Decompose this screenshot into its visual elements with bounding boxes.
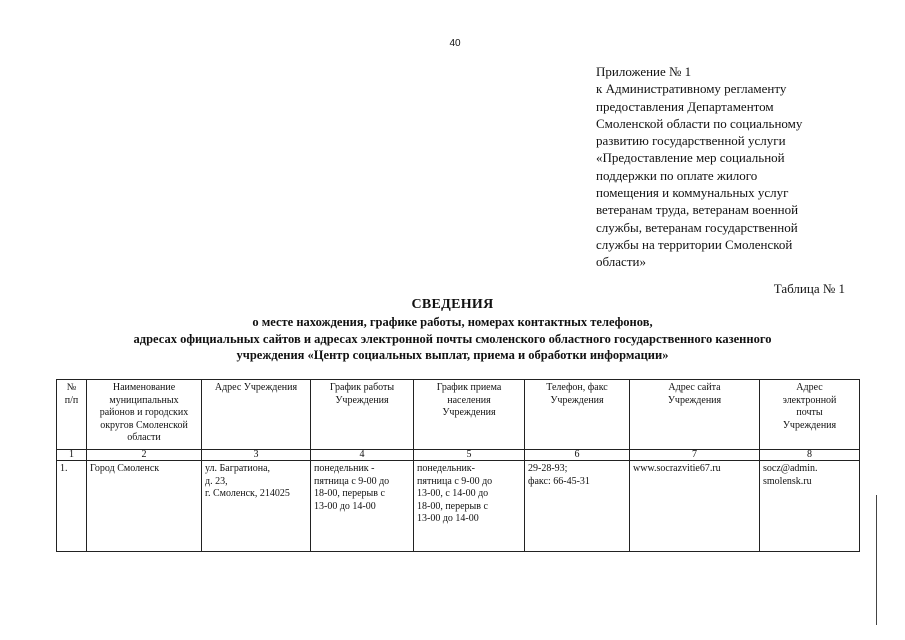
header-text: Телефон, факс — [546, 382, 608, 393]
header-cell-work-schedule — [311, 380, 414, 450]
cell-text: 18-00, перерыв с — [417, 500, 488, 512]
header-cell-phone — [525, 380, 630, 450]
header-text: Учреждения — [782, 419, 837, 431]
cell-text: socz@admin. — [763, 463, 818, 474]
cell-text: 18-00, перерыв с — [314, 488, 385, 499]
header-text: Адрес сайта — [668, 382, 721, 393]
cell-text: 29-28-93; — [528, 463, 568, 474]
header-text: № — [66, 382, 77, 393]
header-text: районов и городских — [99, 407, 189, 418]
subtitle-line: адресах официальных сайтов и адресах электронной почты смоленского областного государственного казенного — [133, 331, 772, 346]
cell-text: ул. Багратиона, — [205, 463, 271, 474]
cell-text: д. 23, — [205, 475, 228, 487]
cell-text: понедельник- — [417, 463, 475, 474]
table-label: Таблица № 1 — [773, 281, 845, 296]
cell-text: www.socrazvitie67.ru — [633, 463, 721, 474]
subtitle-line: о месте нахождения, графике работы, номерах контактных телефонов, — [252, 315, 653, 329]
cell-text: факс: 66-45-31 — [528, 475, 590, 487]
header-text: муниципальных — [109, 394, 179, 406]
appendix-block — [596, 63, 866, 271]
column-number: 1 — [57, 450, 87, 461]
header-cell-email — [760, 380, 860, 450]
column-number: 5 — [414, 450, 525, 461]
header-text: п/п — [64, 394, 79, 406]
appendix-line: Приложение № 1 — [596, 64, 692, 79]
header-text: Адрес Учреждения — [214, 382, 298, 393]
cell-text: smolensk.ru — [763, 475, 812, 487]
appendix-line: Смоленской области по социальному — [596, 115, 803, 131]
appendix-line: службы, ветеранам государственной — [596, 219, 798, 235]
column-number: 3 — [202, 450, 311, 461]
header-text: почты — [796, 407, 823, 418]
appendix-line: к Административному регламенту — [596, 81, 787, 97]
header-text: населения — [447, 394, 491, 406]
cell-text: 13-00 до 14-00 — [417, 513, 479, 524]
work-schedule-cell — [311, 461, 414, 552]
cell-text: пятница с 9-00 до — [314, 475, 390, 487]
website-cell — [630, 461, 760, 552]
header-cell-reception-schedule — [414, 380, 525, 450]
page-number: 40 — [449, 38, 461, 49]
header-text: График работы — [329, 382, 395, 393]
address-cell — [202, 461, 311, 552]
appendix-line: развитию государственной услуги — [596, 133, 786, 149]
column-number: 8 — [760, 450, 860, 461]
column-number: 6 — [525, 450, 630, 461]
appendix-line: ветеранам труда, ветеранам военной — [596, 202, 799, 218]
appendix-line: области» — [596, 254, 646, 270]
reception-schedule-cell — [414, 461, 525, 552]
document-subtitle — [40, 314, 865, 364]
appendix-line: службы на территории Смоленской — [596, 236, 793, 252]
column-number: 2 — [87, 450, 202, 461]
appendix-line: предоставления Департаментом — [596, 98, 774, 114]
cell-text: 13-00, с 14-00 до — [417, 488, 489, 499]
header-cell-number — [57, 380, 87, 450]
phone-cell — [525, 461, 630, 552]
header-cell-address — [202, 380, 311, 450]
scan-margin-line — [876, 495, 877, 625]
email-cell — [760, 461, 860, 552]
cell-text: 1. — [60, 463, 68, 474]
document-title: СВЕДЕНИЯ — [411, 297, 494, 312]
table-row — [57, 461, 860, 552]
column-number: 4 — [311, 450, 414, 461]
header-cell-district — [87, 380, 202, 450]
appendix-line: «Предоставление мер социальной — [596, 150, 785, 166]
header-text: Адрес — [796, 382, 823, 393]
header-text: Учреждения — [667, 394, 722, 406]
cell-text: г. Смоленск, 214025 — [205, 488, 290, 499]
appendix-line: поддержки по оплате жилого — [596, 167, 758, 183]
header-text: Учреждения — [335, 394, 389, 406]
column-number: 7 — [630, 450, 760, 461]
row-number-cell — [57, 461, 87, 552]
header-text: Наименование — [112, 382, 176, 393]
cell-text: понедельник - — [314, 463, 375, 474]
subtitle-line: учреждения «Центр социальных выплат, приема и обработки информации» — [236, 348, 669, 362]
header-text: электронной — [782, 394, 837, 406]
district-cell — [87, 461, 202, 552]
header-cell-website — [630, 380, 760, 450]
info-table — [56, 379, 860, 552]
column-number-row — [57, 450, 860, 461]
cell-text: пятница с 9-00 до — [417, 475, 493, 487]
header-text: области — [127, 432, 161, 443]
header-text: Учреждения — [550, 394, 604, 406]
header-text: График приема — [436, 382, 502, 393]
appendix-line: помещения и коммунальных услуг — [596, 185, 789, 201]
cell-text: 13-00 до 14-00 — [314, 500, 376, 512]
table-header-row — [57, 380, 860, 450]
cell-text: Город Смоленск — [90, 463, 160, 474]
header-text: округов Смоленской — [100, 419, 188, 431]
header-text: Учреждения — [442, 407, 496, 418]
